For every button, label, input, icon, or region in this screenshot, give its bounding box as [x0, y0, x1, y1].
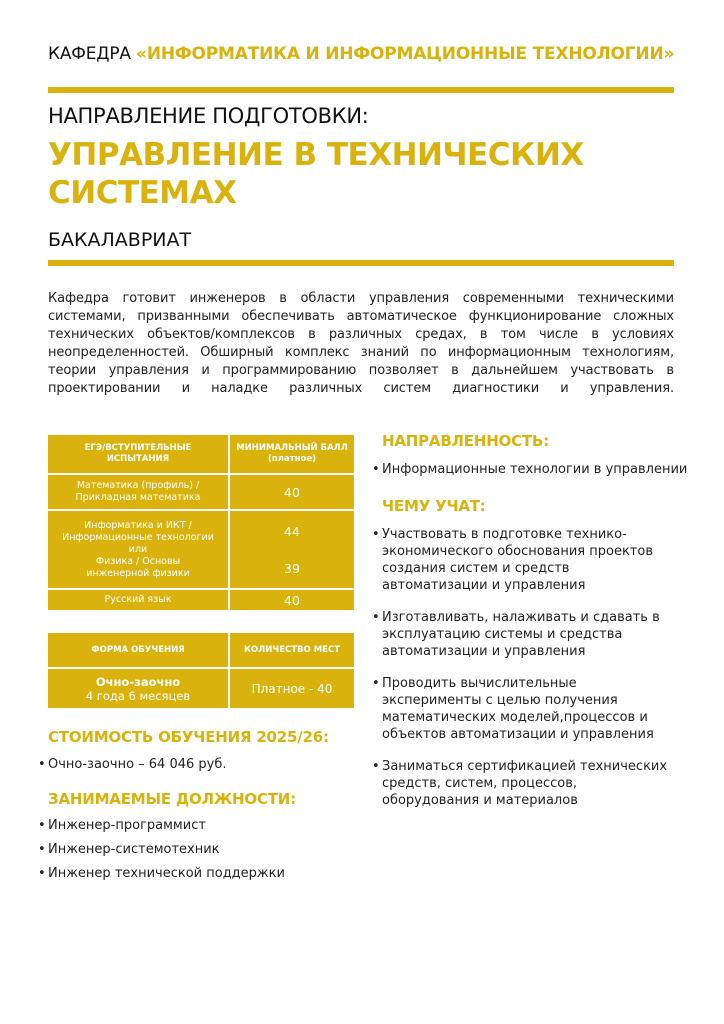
- exam-subject-a1: Информатика и ИКТ /: [84, 519, 192, 531]
- cost-title: СТОИМОСТЬ ОБУЧЕНИЯ 2025/26:: [48, 728, 329, 746]
- focus-title: НАПРАВЛЕННОСТЬ:: [382, 432, 549, 450]
- score-col-header: МИНИМАЛЬНЫЙ БАЛЛ (платное): [230, 435, 354, 473]
- learn-title: ЧЕМУ УЧАТ:: [382, 497, 486, 515]
- positions-title: ЗАНИМАЕМЫЕ ДОЛЖНОСТИ:: [48, 790, 296, 808]
- list-item: • Информационные технологии в управлении: [372, 461, 692, 478]
- study-form: Очно-заочно: [95, 674, 181, 689]
- direction-label: НАПРАВЛЕНИЕ ПОДГОТОВКИ:: [48, 104, 369, 128]
- exams-col-header: ЕГЭ/ВСТУПИТЕЛЬНЫЕ ИСПЫТАНИЯ: [48, 435, 228, 473]
- list-item: • Инженер технической поддержки: [38, 865, 338, 882]
- list-item: • Заниматься сертификацией технических средств, систем, процессов, оборудования и материалов: [372, 758, 672, 809]
- list-item: • Изготавливать, налаживать и сдавать в эксплуатацию системы и средства автоматизации и управления: [372, 609, 672, 660]
- study-duration: 4 года 6 месяцев: [85, 688, 191, 703]
- list-item: • Участвовать в подготовке технико-экономического обоснования проектов создания систем и средств автоматизации и управления: [372, 526, 672, 594]
- exams-table: [46, 433, 356, 612]
- exam-score-b: 39: [284, 560, 300, 576]
- exam-subject-b1: Физика / Основы: [95, 555, 181, 567]
- exam-score: 40: [230, 475, 354, 509]
- exam-subject-alternatives: [48, 511, 228, 588]
- study-form-cell: [48, 669, 228, 708]
- study-form-table: [46, 631, 356, 710]
- list-item: • Очно-заочно – 64 046 руб.: [38, 756, 338, 773]
- exam-subject-a2: Информационные технологии: [62, 531, 214, 543]
- focus-list: [372, 461, 692, 478]
- places-col-header: КОЛИЧЕСТВО МЕСТ: [230, 633, 354, 667]
- exam-subject-or: или: [128, 543, 148, 555]
- exam-subject: Математика (профиль) / Прикладная математика: [48, 475, 228, 509]
- exam-subject-b2: инженерной физики: [86, 567, 190, 579]
- department-prefix: КАФЕДРА: [48, 44, 137, 64]
- learn-list: [372, 526, 672, 809]
- exam-subject: Русский язык: [48, 590, 228, 610]
- table-row: [48, 590, 354, 610]
- top-divider: [48, 87, 674, 93]
- intro-paragraph: Кафедра готовит инженеров в области управления современными техническими системами, призванными обеспечивать автоматическое функционирование сложных технических объектов/комплексов в различных средах, в том числе в условиях неопределенностей. Обширный комплекс знаний по информационным технологиям, теории управления и программированию позволяет в дальнейшем участвовать в проектировании и наладке различных систем диагностики и управления.: [48, 291, 674, 396]
- list-item: • Проводить вычислительные эксперименты с целью получения математических моделей,процессов и объектов автоматизации и управления: [372, 675, 672, 743]
- exam-score: 40: [230, 590, 354, 610]
- department-name: «ИНФОРМАТИКА И ИНФОРМАЦИОННЫЕ ТЕХНОЛОГИИ»: [136, 44, 675, 64]
- cost-list: [38, 756, 338, 773]
- study-form-col-header: ФОРМА ОБУЧЕНИЯ: [48, 633, 228, 667]
- list-item: • Инженер-системотехник: [38, 841, 338, 858]
- direction-title-line1: УПРАВЛЕНИЕ В ТЕХНИЧЕСКИХ: [48, 137, 584, 173]
- positions-list: [38, 817, 338, 882]
- table-row: [48, 669, 354, 708]
- department-heading: [48, 44, 674, 64]
- exam-score-a: 44: [284, 523, 300, 539]
- direction-title: [48, 136, 668, 212]
- exam-score-alternatives: [230, 511, 354, 588]
- degree-level: БАКАЛАВРИАТ: [48, 229, 192, 251]
- table-header-row: [48, 435, 354, 473]
- bottom-divider: [48, 260, 674, 266]
- direction-title-line2: СИСТЕМАХ: [48, 175, 237, 211]
- table-header-row: [48, 633, 354, 667]
- list-item: • Инженер-программист: [38, 817, 338, 834]
- places-cell: Платное - 40: [230, 669, 354, 708]
- table-row: [48, 511, 354, 588]
- table-row: [48, 475, 354, 509]
